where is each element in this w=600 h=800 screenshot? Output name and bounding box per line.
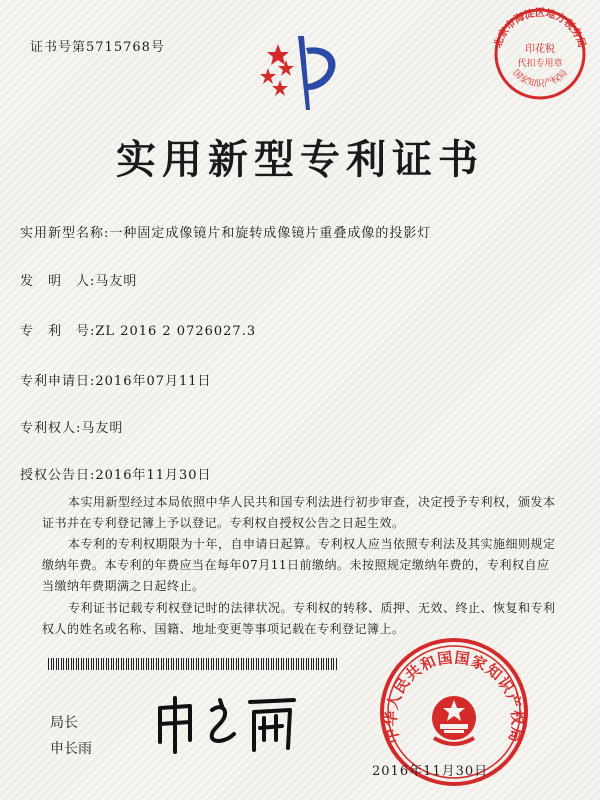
seal-ring-text: 中华人民共和国国家知识产权局: [381, 648, 527, 746]
issue-date: 2016年11月30日: [372, 764, 489, 779]
field-label: 授权公告日:: [20, 468, 96, 483]
field-value: 马友明: [95, 274, 138, 289]
certificate-number: 证书号第5715768号: [30, 40, 165, 55]
field-value: 一种固定成像镜片和旋转成像镜片重叠成像的投影灯: [109, 226, 432, 241]
director-title: 局长: [50, 715, 78, 731]
field-value: 马友明: [81, 421, 124, 436]
field-grant-date: [20, 464, 212, 483]
field-label: 发 明 人:: [20, 274, 96, 289]
body-paragraph-1: 本实用新型经过本局依照中华人民共和国专利法进行初步审查，决定授予专利权，颁发本证书并在专利登记簿上予以登记。专利权自授权公告之日起生效。: [42, 495, 556, 530]
field-patent-number: [20, 320, 256, 339]
body-paragraph-2: 本专利的专利权期限为十年，自申请日起算。专利权人应当依照专利法及其实施细则规定缴纳年费。本专利的年费应当在每年07月11日前缴纳。未按照规定缴纳年费的，专利权自应当缴纳年费期满之日起终止。: [42, 537, 556, 593]
tax-stamp-inner-line2: 代扣专用章: [517, 59, 563, 69]
field-inventor: [20, 270, 137, 289]
field-value: 2016年11月30日: [95, 468, 212, 483]
tax-stamp-ring-text: 北京市海淀区地方税务局: [492, 7, 588, 50]
field-label: 专 利 号:: [20, 324, 96, 339]
national-emblem-icon: [432, 696, 476, 744]
svg-text:国家知识产权局: [510, 67, 569, 89]
director-name: 申长雨: [50, 741, 92, 757]
director-signature: [150, 690, 300, 760]
field-label: 专利申请日:: [20, 374, 96, 389]
field-value: 2016年07月11日: [95, 374, 212, 389]
field-patentee: [20, 417, 123, 436]
tax-stamp-inner-line1: 印花税: [525, 44, 555, 55]
field-value: ZL 2016 2 0726027.3: [95, 324, 257, 339]
tax-stamp-bottom-text: 国家知识产权局: [510, 68, 570, 90]
field-label: 专利权人:: [20, 421, 82, 436]
field-utility-model-name: [20, 222, 431, 241]
field-filing-date: [20, 370, 212, 389]
barcode: [48, 658, 338, 670]
tax-stamp: [486, 0, 590, 100]
field-label: 实用新型名称:: [20, 226, 110, 241]
certificate-title: 实用新型专利证书: [116, 136, 484, 183]
body-paragraph-3: 专利证书记载专利权登记时的法律状况。专利权的转移、质押、无效、终止、恢复和专利权人的姓名或名称、国籍、地址变更等事项记载在专利登记簿上。: [42, 601, 556, 636]
sipo-emblem-icon: [258, 30, 348, 114]
